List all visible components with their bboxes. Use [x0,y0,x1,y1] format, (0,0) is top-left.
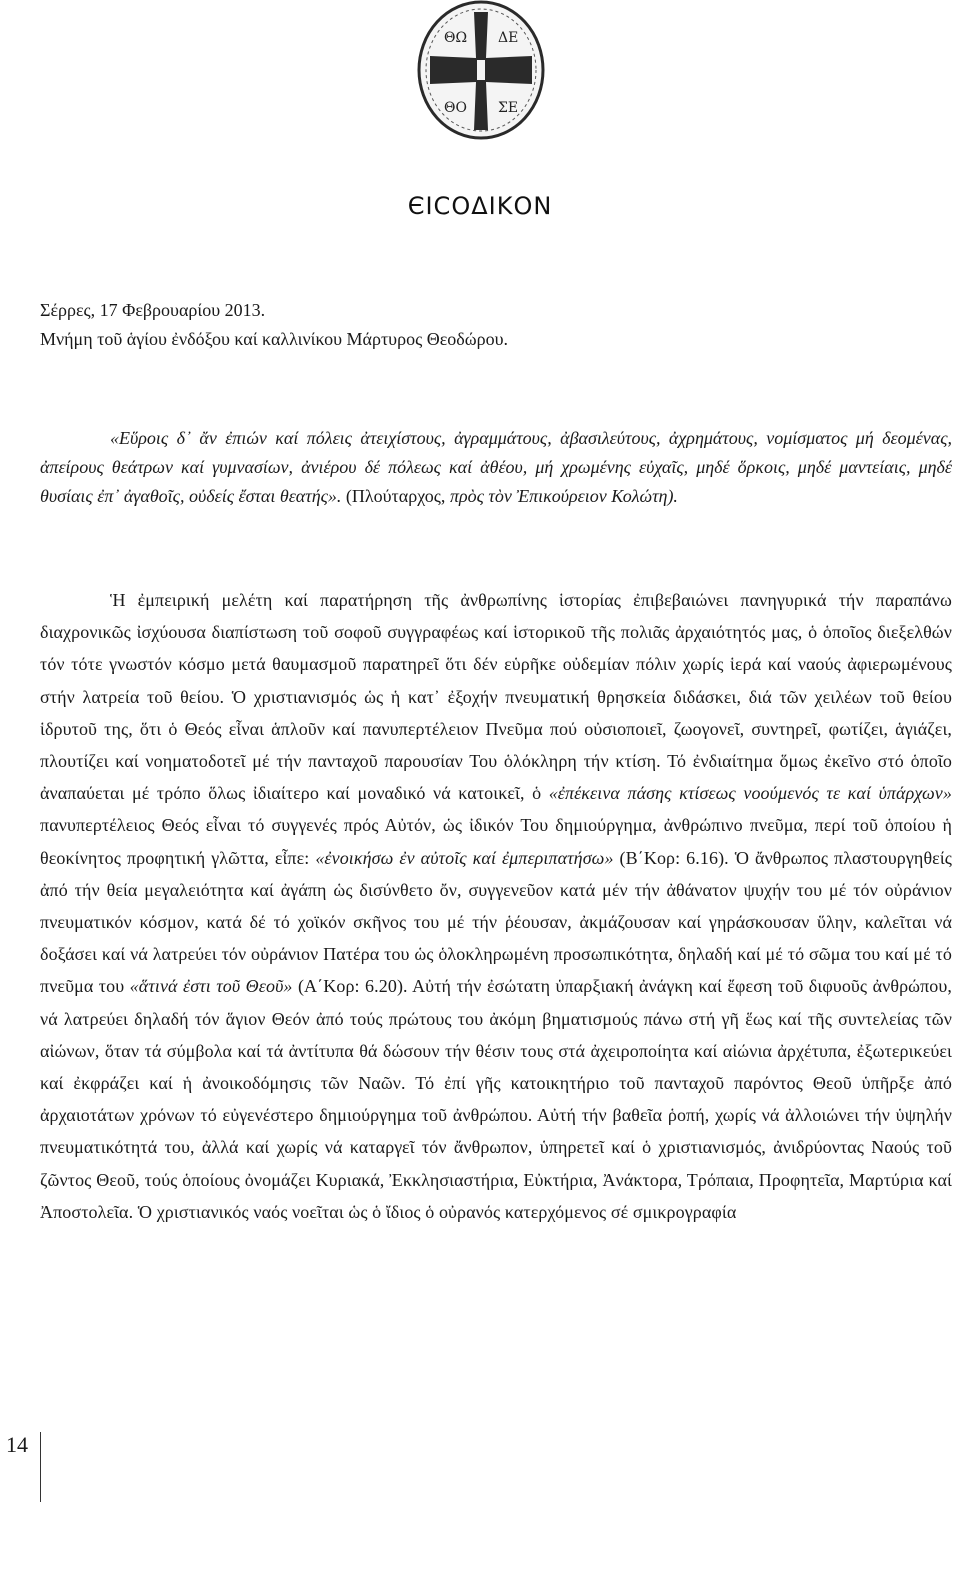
seal-inscription-tr: ΔΕ [498,30,519,46]
page-number: 14 [6,1432,28,1457]
body-text-3: (Β΄Κορ: 6.16). Ὁ ἄνθρωπος πλαστουργηθείς ἀπό τήν θεία μεγαλειότητα καί ἀγάπη ὡς δισύνθετο ὄν, συγγενεῦον κατά μέν τήν ἀθάνατον ψυχήν του μέ τόν οὐράνιον πνευματικόν κόσμον, κατά δέ τό χοϊκόν σκῆνος του μέ τήν ῥέουσαν, ἀκμάζουσαν καί γηράσκουσαν ὕλην, καλεῖται νά δοξάσει καί νά λατρεύει τόν οὐράνιον Πατέρα του ὡς ὁλοκληρωμένη προσωπικότητα, δηλαδή καί μέ τό σῶμα του καί μέ τό πνεῦμα του [40,847,952,997]
body-text-4: (Α΄Κορ: 6.20). Αὐτή τήν ἐσώτατη ὑπαρξιακή ἀνάγκη καί ἔφεση τοῦ διφυοῦς ἀνθρώπου, νά λατρεύει δηλαδή τόν ἅγιον Θεόν ἀπό τούς πρώτους του ἀκόμη βηματισμούς πάνω στή γῆ ἕως καί τῆς συντελείας τῶν αἰώνων, ὅταν τά σύμβολα καί τά ἀντίτυπα θά δώσουν τήν θέσιν τους στά ἀχειροποίητα καί αἰώνια ἀρχέτυπα, ἐξωτερικεύει καί ἐκφράζει καί ἡ ἀνοικοδόμησις τῶν Ναῶν. Τό ἐπί γῆς κατοικητήριο τοῦ πανταχοῦ παρόντος Θεοῦ ὑπῆρξε ἀπό ἀρχαιοτάτων χρόνων τό εὐγενέστερο δημιούργημα τοῦ ἀνθρώπου. Αὐτή τήν βαθεῖα ῥοπή, χωρίς νά ἀλλοιώνει τήν ὑψηλήν πνευματικότητά του, ἀλλά καί χωρίς νά καταργεῖ τόν ἄνθρωπον, ὑπηρετεῖ καί ὁ χριστιανισμός, ἀνιδρύοντας Ναούς τοῦ ζῶντος Θεοῦ, τούς ὁποίους ὀνομάζει Κυριακά, Ἐκκλησιαστήρια, Εὐκτήρια, Ἀνάκτορα, Τρόπαια, Προφητεῖα, Μαρτύρια καί Ἀποστολεῖα. Ὁ χριστιανικός ναός νοεῖται ὡς ὁ ἴδιος ὁ οὐρανός κατερχόμενος σέ σμικρογραφία [40,976,953,1222]
epigraph-quote [40,424,952,511]
byzantine-cross-seal-icon [416,0,546,142]
seal [416,0,546,142]
page-number-box [0,1432,41,1502]
body-paragraph [40,584,952,1228]
body-text-1: Ἡ ἐμπειρική μελέτη καί παρατήρηση τῆς ἀνθρωπίνης ἱστορίας ἐπιβεβαιώνει πανηγυρικά τήν παραπάνω διαχρονικῶς ἰσχύουσα διαπίστωση τοῦ σοφοῦ συγγραφέως καί ἱστορικοῦ τῆς πολιᾶς ἀρχαιότητός μας, ὁ ὁποῖος διεξελθών τόν τότε γνωστόν κόσμο μετά θαυμασμοῦ παρατηρεῖ ὅτι δέν εὑρῆκε οὐδεμίαν πόλιν χωρίς ἱερά καί ναούς ἀφιερωμένους στήν λατρεία τοῦ θείου. Ὁ χριστιανισμός ὡς ἡ κατ᾽ ἐξοχήν πνευματική θρησκεία διδάσκει, διά τῶν χειλέων τοῦ θείου ἱδρυτοῦ της, ὅτι ὁ Θεός εἶναι ἁπλοῦν καί πανυπερτέλειον Πνεῦμα πού οὐσιοποιεῖ, ζωογονεῖ, συντηρεῖ, φωτίζει, ἁγιάζει, πλουτίζει καί νοηματοδοτεῖ μέ τήν πανταχοῦ παρουσίαν Του ὁλόκληρη τήν κτίση. Τό ἐνδιαίτημα ὅμως ἐκεῖνο στό ὁποῖο ἀναπαύεται μέ τρόπο ὅλως ἰδιαίτερο καί μοναδικό νά κατοικεῖ, ὁ [40,590,952,804]
body-italic-1: «ἐπέκεινα πάσης κτίσεως νοούμενός τε καί ὑπάρχων» [548,783,952,804]
quote-source-open: (Πλούταρχος, [345,486,446,506]
seal-inscription-br: ΣΕ [498,100,519,116]
quote-source-rest: πρὸς τὸν Ἐπικούρειον Κολώτη). [449,486,678,506]
body-text-2: πανυπερτέλειος Θεός εἶναι τό συγγενές πρός Αὐτόν, ὡς ἰδικόν Του δημιούργημα, ἀνθρώπινο πνεῦμα, περί τοῦ ὁποίου ἡ θεοκίνητος προφητική γλῶττα, εἶπε: [40,815,952,868]
seal-inscription-bl: ΘΟ [444,100,467,116]
seal-inscription-tl: ΘΩ [444,30,468,46]
memory-line: Μνήμη τοῦ ἁγίου ἐνδόξου καί καλλινίκου Μάρτυρος Θεοδώρου. [40,329,508,349]
body-italic-3: «ἅτινά ἐστι τοῦ Θεοῦ» [129,976,293,997]
quote-text: «Εὕροις δ᾽ ἄν ἐπιών καί πόλεις ἀτειχίστους, ἀγραμμάτους, ἀβασιλεύτους, ἀχρημάτους, νομίσματος μή δεομένας, ἀπείρους θεάτρων καί γυμνασίων, ἀνιέρου δέ πόλεως καί ἀθέου, μή χρωμένης εὐχαῖς, μηδέ ὅρκοις, μηδέ μαντείαις, μηδέ θυσίαις ἐπ᾽ ἀγαθοῖς, οὐδείς ἔσται θεατής». [40,428,952,506]
page-title: ЄΙϹΟΔΙΚΟΝ [407,192,553,220]
place-date: Σέρρες, 17 Φεβρουαρίου 2013. [40,300,266,320]
body-italic-2: «ἐνοικήσω ἐν αὐτοῖς καί ἐμπεριπατήσω» [315,847,614,868]
dateline [40,296,508,354]
